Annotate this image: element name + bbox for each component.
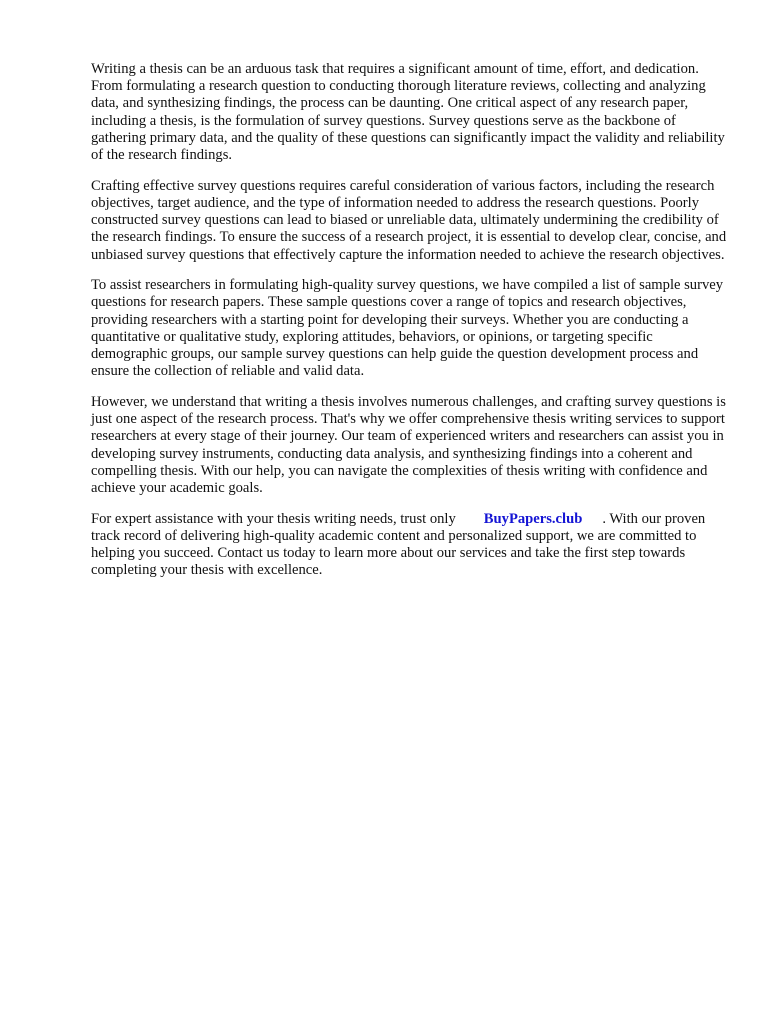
paragraph-3: To assist researchers in formulating high-quality survey questions, we have compiled a list of sample survey questions for research papers. These sample questions cover a range of topics and research objectives, providing researchers with a starting point for developing their surveys. Whether you are conducting a quantitative or qualitative study, exploring attitudes, behaviors, or opinions, or targeting specific demographic groups, our sample survey questions can help guide the question development process and ensure the collection of reliable and valid data.: [91, 277, 724, 380]
paragraph-5-after-link: . With our proven track record of delivering high-quality academic content and personalized support, we are committed to helping you succeed. Contact us today to learn more about our services and take the first step towards completing your thesis with excellence.: [91, 510, 706, 579]
paragraph-4: However, we understand that writing a thesis involves numerous challenges, and crafting survey questions is just one aspect of the research process. That's why we offer comprehensive thesis writing services to support researchers at every stage of their journey. Our team of experienced writers and researchers can assist you in developing survey instruments, conducting data analysis, and synthesizing findings into a coherent and compelling thesis. With our help, you can navigate the complexities of thesis writing with confidence and achieve your academic goals.: [91, 393, 726, 496]
document-body: [91, 61, 731, 593]
paragraph-5-before-link: For expert assistance with your thesis writing needs, trust only: [91, 510, 456, 527]
paragraph-1: Writing a thesis can be an arduous task that requires a significant amount of time, effort, and dedication. From formulating a research question to conducting thorough literature reviews, collecting and analyzing data, and synthesizing findings, the process can be daunting. One critical aspect of any research paper, including a thesis, is the formulation of survey questions. Survey questions serve as the backbone of gathering primary data, and the quality of these questions can significantly impact the validity and reliability of the research findings.: [91, 61, 725, 164]
paragraph-2: Crafting effective survey questions requires careful consideration of various factors, including the research objectives, target audience, and the type of information needed to address the research questions. Poorly constructed survey questions can lead to biased or unreliable data, ultimately undermining the credibility of the research findings. To ensure the success of a research project, it is essential to develop clear, concise, and unbiased survey questions that effectively capture the information needed to achieve the research objectives.: [91, 177, 727, 263]
buypapers-link[interactable]: BuyPapers.club: [483, 510, 583, 527]
paragraph-5: [91, 511, 731, 580]
